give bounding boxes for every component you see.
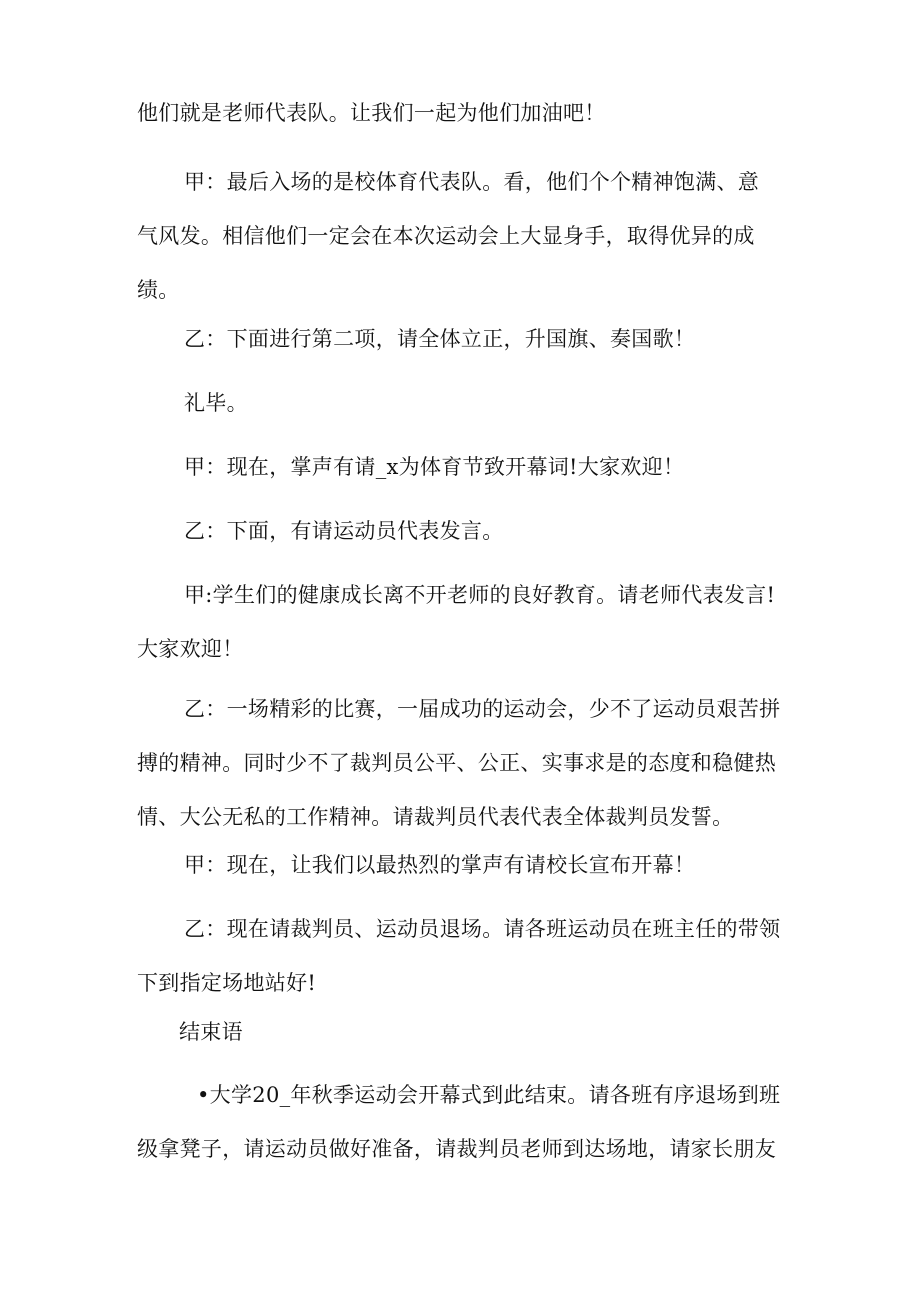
- paragraph-exit: [137, 902, 797, 1010]
- text-line: 绩。: [137, 278, 180, 302]
- text-line: 礼毕。: [184, 391, 248, 415]
- text-line: 他们就是老师代表队。让我们一起为他们加油吧！: [137, 101, 606, 125]
- section-heading-closing: [137, 1005, 797, 1059]
- paragraph-salute-end: [137, 376, 797, 430]
- text-line: 下到指定场地站好!: [137, 971, 317, 995]
- paragraph-school-team: [137, 155, 797, 317]
- text-line: •大学20_年秋季运动会开幕式到此结束。请各班有序退场到班: [197, 1083, 781, 1107]
- paragraph-referee-oath: [137, 682, 797, 844]
- text-line: 甲：现在，掌声有请_x为体育节致开幕词!大家欢迎！: [184, 455, 685, 479]
- text-line: 乙：下面，有请运动员代表发言。: [184, 519, 504, 543]
- paragraph-flag-raising: [137, 312, 797, 366]
- text-line: 乙：现在请裁判员、运动员退场。请各班运动员在班主任的带领: [184, 917, 781, 941]
- text-line: 甲:学生们的健康成长离不开老师的良好教育。请老师代表发言!: [184, 583, 776, 607]
- text-line: 级拿凳子，请运动员做好准备，请裁判员老师到达场地，请家长朋友: [137, 1137, 776, 1161]
- paragraph-teacher-team: [137, 86, 797, 140]
- text-line: 乙：一场精彩的比赛，一届成功的运动会，少不了运动员艰苦拼: [184, 697, 781, 721]
- text-line: 乙：下面进行第二项，请全体立正，升国旗、奏国歌！: [184, 327, 696, 351]
- paragraph-athlete-speech: [137, 504, 797, 558]
- text-line: 甲：现在，让我们以最热烈的掌声有请校长宣布开幕！: [184, 853, 696, 877]
- paragraph-closing: [137, 1068, 797, 1176]
- paragraph-opening-speech: [137, 440, 797, 494]
- text-line: 情、大公无私的工作精神。请裁判员代表代表全体裁判员发誓。: [137, 805, 734, 829]
- text-line: 大家欢迎！: [137, 637, 244, 661]
- paragraph-teacher-speech: [137, 568, 797, 676]
- text-line: 搏的精神。同时少不了裁判员公平、公正、实事求是的态度和稳健热: [137, 751, 776, 775]
- text-line: 甲：最后入场的是校体育代表队。看，他们个个精神饱满、意: [184, 170, 760, 194]
- paragraph-principal-opening: [137, 838, 797, 892]
- text-line: 气风发。相信他们一定会在本次运动会上大显身手，取得优异的成: [137, 224, 755, 248]
- text-line: 结束语: [179, 1020, 243, 1044]
